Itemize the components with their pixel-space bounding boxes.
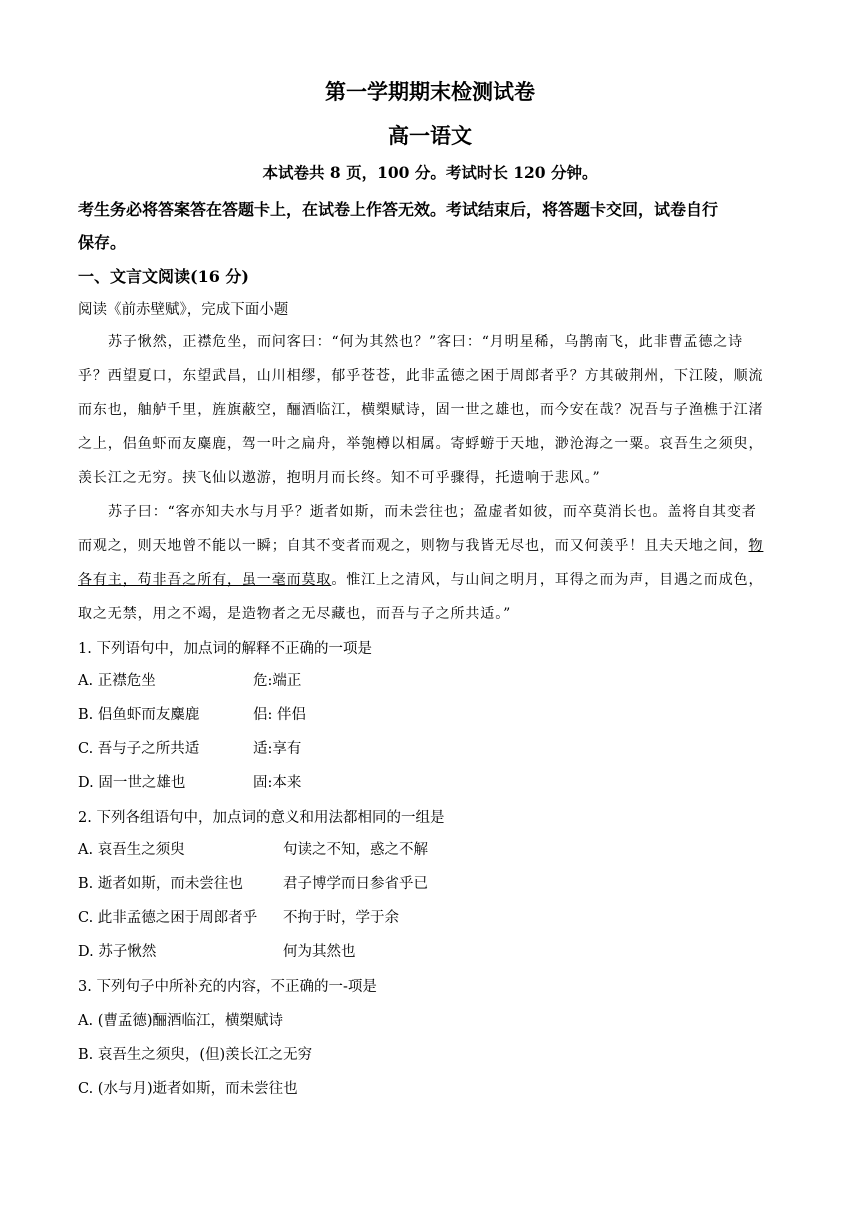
q1-option-a: A. 正襟危坐 bbox=[78, 673, 156, 689]
passage-line-9: 取之无禁，用之不竭，是造物者之无尽藏也，而吾与子之所共适。” bbox=[78, 606, 512, 622]
passage-line-2: 乎？西望夏口，东望武昌，山川相缪，郁乎苍苍，此非孟德之困于周郎者乎？方其破荆州，下江陵，顺流 bbox=[78, 368, 764, 384]
passage-line-6: 苏子曰：“客亦知夫水与月乎？逝者如斯，而未尝往也；盈虚者如彼，而卒莫消长也。盖将自其变者 bbox=[108, 504, 757, 520]
q3-option-a: A. (曹孟德)酾酒临江，横槊赋诗 bbox=[78, 1013, 284, 1029]
section-intro: 阅读《前赤壁赋》，完成下面小题 bbox=[78, 302, 289, 318]
q1-option-c: C. 吾与子之所共适 bbox=[78, 741, 200, 757]
q1-option-a-gloss: 危:端正 bbox=[253, 673, 302, 689]
q2-option-d: D. 苏子愀然 bbox=[78, 944, 157, 960]
underlined-sentence-start: 物 bbox=[748, 538, 764, 554]
passage-line-1: 苏子愀然，正襟危坐，而问客曰：“何为其然也？”客曰：“月明星稀，乌鹊南飞，此非曹孟德之诗 bbox=[108, 334, 744, 350]
q2-option-d-compare: 何为其然也 bbox=[283, 944, 356, 960]
passage-line-7-text: 而观之，则天地曾不能以一瞬；自其不变者而观之，则物与我皆无尽也，而又何羡乎！且夫天地之间， bbox=[78, 538, 749, 554]
q2-option-a-compare: 句读之不知，惑之不解 bbox=[283, 842, 428, 858]
underlined-sentence: 各有主，苟非吾之所有，虽一毫而莫取 bbox=[78, 572, 332, 588]
q2-option-b-compare: 君子博学而日参省乎已 bbox=[283, 876, 428, 892]
q3-option-c: C. (水与月)逝者如斯，而未尝往也 bbox=[78, 1081, 298, 1097]
question-3-stem: 3. 下列句子中所补充的内容，不正确的一-项是 bbox=[78, 979, 377, 995]
exam-notice-line2: 保存。 bbox=[78, 233, 127, 252]
exam-title: 第一学期期末检测试卷 bbox=[325, 79, 535, 104]
exam-notice-line1: 考生务必将答案答在答题卡上，在试卷上作答无效。考试结束后，将答题卡交回，试卷自行 bbox=[78, 200, 719, 219]
q1-option-d-gloss: 固:本来 bbox=[253, 775, 302, 791]
section-heading: 一、文言文阅读(16 分) bbox=[78, 267, 249, 286]
q1-option-b-gloss: 侣: 伴侣 bbox=[253, 707, 306, 723]
passage-line-5: 羡长江之无穷。挟飞仙以遨游，抱明月而长终。知不可乎骤得，托遗响于悲风。” bbox=[78, 470, 601, 486]
question-1-stem: 1. 下列语句中，加点词的解释不正确的一项是 bbox=[78, 641, 372, 657]
q2-option-c: C. 此非孟德之困于周郎者乎 bbox=[78, 910, 258, 926]
q2-option-c-compare: 不拘于时，学于余 bbox=[283, 910, 399, 926]
q1-option-d: D. 固一世之雄也 bbox=[78, 775, 186, 791]
question-2-stem: 2. 下列各组语句中，加点词的意义和用法都相同的一组是 bbox=[78, 810, 445, 826]
passage-line-8-rest: 。惟江上之清风，与山间之明月，耳得之而为声，目遇之而成色， bbox=[331, 572, 764, 588]
passage-line-8 bbox=[78, 569, 763, 589]
exam-subject: 高一语文 bbox=[388, 123, 472, 148]
passage-line-4: 之上，侣鱼虾而友麋鹿，驾一叶之扁舟，举匏樽以相属。寄蜉蝣于天地，渺沧海之一粟。哀吾生之须臾， bbox=[78, 436, 764, 452]
q2-option-a: A. 哀吾生之须臾 bbox=[78, 842, 185, 858]
exam-info: 本试卷共 8 页，100 分。考试时长 120 分钟。 bbox=[262, 163, 598, 182]
q1-option-b: B. 侣鱼虾而友麋鹿 bbox=[78, 707, 200, 723]
q3-option-b: B. 哀吾生之须臾，(但)羡长江之无穷 bbox=[78, 1047, 313, 1063]
q2-option-b: B. 逝者如斯，而未尝往也 bbox=[78, 876, 243, 892]
passage-line-7 bbox=[78, 535, 763, 555]
passage-line-3: 而东也，舳舻千里，旌旗蔽空，酾酒临江，横槊赋诗，固一世之雄也，而今安在哉？况吾与子渔樵于江渚 bbox=[78, 402, 764, 418]
q1-option-c-gloss: 适:享有 bbox=[253, 741, 302, 757]
